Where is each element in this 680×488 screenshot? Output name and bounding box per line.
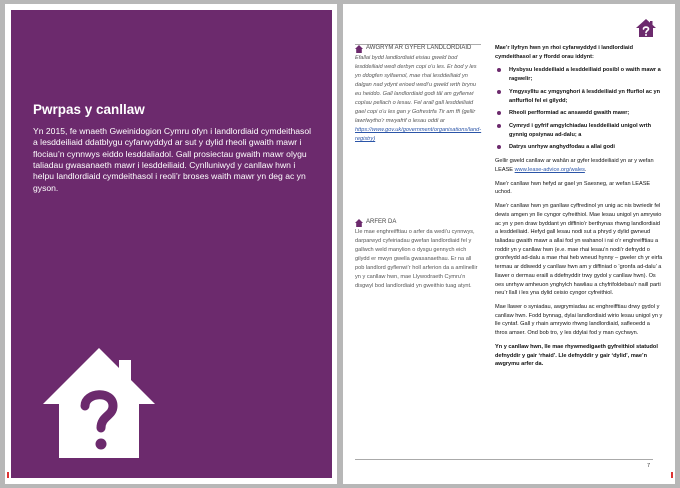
left-page: [5, 4, 337, 484]
footer-divider: [355, 459, 653, 460]
lease-advice-link[interactable]: www.lease-advice.org/wales: [514, 166, 585, 173]
house-question-icon: [37, 344, 161, 462]
page-title: Pwrpas y canllaw: [33, 102, 145, 117]
good-practice-note: [355, 218, 481, 291]
terminology-paragraph: Yn y canllaw hwn, lle mae rhywmedigaeth gyfreithiol statudol defnyddir y gair ‘rhaid’. Lle defnyddir y gair ‘dylid’, mae’n awgrymu arfer da.: [495, 343, 658, 368]
legal-advice-paragraph: Mae’r canllaw hwn yn ganllaw cyffredinol yn unig ac nis bwriedir fel dewis amgen yn lle cyngor cyfreithiol. Mae lesau unigol yn amrywio ac yn y pen draw byddant yn diffinio’r berthynas rhwng landlordiaid a lesddeiliaid. Hefyd gall lesau nodi sut a phryd y dylid gwneud taliadau gwaith mawr a allai fod yn wahanol i rai o’r enghreifftiau a roddir yn y canllaw hwn (e.e. mae rhai lesau’n nodi’r defnydd o gronfeydd ad-dalu a mae rhai heb wneud hynny – gweler ch yr eirfa termau ar ddiwedd y canllaw hwn am y diffiniad o ‘gronfa ad-dalu’ a llawer o dermau eraill a ddefnyddir trwy gydol y canllaw hwn). Os oes unrhyw amheuon ynghylch hawliau a chyfrifoldebau’r naill parti neu’r llall i les yna dylid ceisio cyngor cyfreithiol.: [495, 203, 663, 297]
guidance-list: [495, 66, 663, 152]
right-page: [343, 4, 675, 484]
landlord-tip: [355, 44, 481, 144]
list-item: Rheoli perfformiad ac ansawdd gwaith mawr;: [495, 109, 663, 118]
good-practice-heading: ARFER DA: [355, 218, 481, 228]
tip-heading: AWGRYM AR GYFER LANDLORDIAID: [355, 44, 481, 54]
crop-mark: [671, 472, 673, 478]
list-item: Datrys unrhyw anghydfodau a allai godi: [495, 143, 663, 152]
list-item: Ymgysylltu ac ymgynghori â lesddeiliaid yn ffurfiol ac yn anffurfiol fel ei gilydd;: [495, 88, 663, 105]
house-question-icon: [635, 18, 657, 38]
land-registry-link[interactable]: https://www.gov.uk/government/organisations/land-registry): [355, 127, 482, 143]
house-question-icon: [355, 219, 363, 227]
purple-panel: [11, 10, 332, 478]
list-item: Cymryd i gyfrif amgylchiadau lesddeiliaid unigol wrth gynnig opsiynau ad-dalu; a: [495, 122, 663, 139]
crop-mark: [7, 472, 9, 478]
bullets-intro: Mae’r llyfryn hwn yn rhoi cyfarwyddyd i landlordiaid cymdeithasol ar y ffordd orau iddynt:: [495, 45, 634, 60]
main-column: [495, 44, 663, 374]
house-question-icon: [355, 45, 363, 53]
list-item: Hysbysu lesddeiliaid a lesddeiliaid posibl o waith mawr a ragwelir;: [495, 66, 663, 83]
page-number: 7: [647, 463, 651, 469]
good-practice-body: Lle mae enghreifftiau o arfer da wedi’u cynnwys, darparwyd cyfeiriadau gwefan landlordiaid fel y gallwch weld manylion o dysgu gennych eich gilydd er mwyn gwella gwasanaethau. Er na all pob landlord gyflenwi’r holl arferion da a amlinellir yn y canllaw hwn, mae Llywodraeth Cymru’n disgwyl bod landlordiaid yn gweithio tuag atynt.: [355, 228, 478, 289]
intro-paragraph: Yn 2015, fe wnaeth Gweinidogion Cymru ofyn i landlordiaid cymdeithasol a lesddeiliaid ddatblygu cyfarwyddyd ar sut y dylid rheoli gwaith mawr i flociau’n cynnwys eiddo lesddaliadol. Gall prosiectau gwaith mawr olygu taliadau gwasanaeth mawr i lesddeiliaid. Cynlluniwyd y canllaw hwn i helpu landlordiaid cymdeithasol i reoli’r broses waith mawr yn deg ac yn gyson.: [33, 126, 312, 193]
english-version-paragraph: Mae’r canllaw hwn hefyd ar gael yn Saesneg, ar wefan LEASE uchod.: [495, 180, 651, 196]
examples-paragraph: Mae llawer o syniadau, awgrymiadau ac enghreifftiau drwy gydol y canllaw hwn. Fodd bynnag, dylai landlordiaid wirio lesau unigol yn y lle cyntaf. Gall y rhain amrywio rhwng landlordiaid, safleoedd a thros amser. Ond bob tro, y les ddylai fod y man cychwyn.: [495, 303, 663, 337]
lease-paragraph: Gellir gweld canllaw ar wahân ar gyfer lesddeiliaid yn ar y wefan LEASE www.lease-advice.org/wales.: [495, 158, 654, 173]
tip-body: Efallai bydd landlordiaid eisiau gweld bod lesddeiliaid wedi derbyn copi o’u les. Er bod y les yn ddogfen sylfaenol, mae rhai lesddeiliaid yn dalgan nad ydynt erioed wedi’u gweld wrth brynu eu heiddo. Gall landlordiaid godi tâl am gyflenwi copïau pellach o lesau. Fel arall gall lesddeiliaid gael copi o’u les gan y Gofrestrfa Tir am ffi (gellir lawrlwytho’r mwyafrif o lesau oddi ar: [355, 54, 477, 125]
